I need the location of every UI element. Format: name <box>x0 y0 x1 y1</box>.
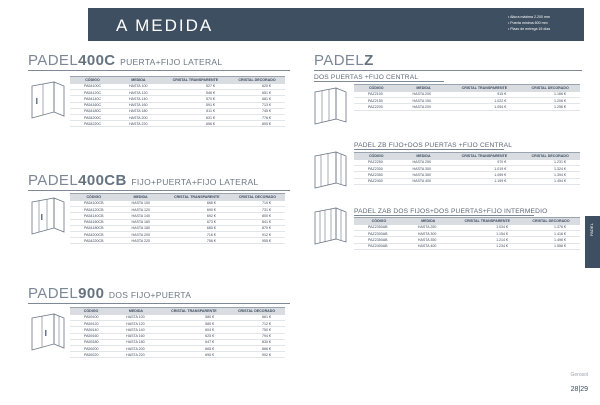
clear-glass-price-cell: 1.022 € <box>449 98 521 104</box>
section-heading: PADEL900 DOS FIJO+PUERTA <box>28 285 192 302</box>
shower-diagram-400c <box>28 80 68 122</box>
size-cell: HASTA 100 <box>117 201 163 207</box>
clear-glass-price-cell: 673 € <box>164 219 230 225</box>
section-padel-400cb <box>28 172 290 191</box>
page-numbers: 28|29 <box>570 386 588 393</box>
sub-heading-rule <box>354 215 534 216</box>
code-cell: PA59160 <box>70 333 112 339</box>
decor-glass-price-cell: 661 € <box>228 315 285 321</box>
size-cell: HASTA 400 <box>404 243 453 249</box>
decor-glass-price-cell: 1.166 € <box>520 92 580 98</box>
shower-diagram-900 <box>28 312 68 354</box>
code-cell: PA59220 <box>70 352 112 358</box>
clear-glass-price-cell: 666 € <box>164 201 230 207</box>
code-cell: PAZ2400AB <box>354 243 404 249</box>
shower-diagram-zab <box>312 206 350 248</box>
decor-glass-price-cell: 1.206 € <box>520 98 580 104</box>
clear-glass-price-cell: 690 € <box>164 207 230 213</box>
banner-notes <box>508 14 550 32</box>
code-cell: PA59200 <box>70 345 112 351</box>
note-max-height: • Altura máxima 2.200 mm <box>508 14 550 20</box>
size-cell: HASTA 250 <box>399 160 449 166</box>
code-cell: PA54140CB <box>70 213 117 219</box>
decor-glass-price-cell: 866 € <box>228 345 285 351</box>
decor-glass-price-cell: 902 € <box>228 352 285 358</box>
decor-glass-price-cell: 750 € <box>228 327 285 333</box>
clear-glass-price-cell: 546 € <box>162 90 229 96</box>
section-padel-z <box>314 52 582 82</box>
decor-glass-price-cell: 805 € <box>229 121 285 127</box>
clear-glass-price-cell: 1.059 € <box>449 172 521 178</box>
brand-logo: Gerosol <box>570 372 588 378</box>
decor-glass-price-cell: 731 € <box>230 207 285 213</box>
price-table-zab: CÓDIGO MEDIDA CRISTAL TRANSPARENTE CRISTAL DECORADO PAZ2350AB HASTA 250 1.034 € 1.376 € PAZ2300AB HASTA 300 1.154 € 1.416 € PAZ2350AB HASTA 350 1.214 € 1.496 € PAZ2400AB HASTA 400 1.234 € 1.556 € <box>354 217 580 250</box>
decor-glass-price-cell: 955 € <box>230 238 285 244</box>
size-cell: HASTA 160 <box>115 102 162 108</box>
decor-glass-price-cell: 1.416 € <box>522 231 580 237</box>
section-padel-zab <box>354 208 580 216</box>
code-cell: PA54140C <box>70 96 115 102</box>
code-cell: PAZ2350AB <box>354 225 404 231</box>
clear-glass-price-cell: 1.159 € <box>449 178 521 184</box>
sub-heading: PADEL ZAB DOS FIJOS+DOS PUERTAS+FIJO INTERMEDIO <box>354 208 548 215</box>
code-cell: PA54120CB <box>70 207 117 213</box>
header-banner <box>88 8 584 41</box>
clear-glass-price-cell: 580 € <box>160 315 228 321</box>
code-cell: PA54180CB <box>70 225 117 231</box>
clear-glass-price-cell: 1.234 € <box>452 243 522 249</box>
code-cell: PA54220CB <box>70 238 117 244</box>
decor-glass-price-cell: 1.394 € <box>520 172 580 178</box>
table-row <box>70 352 285 358</box>
heading-rule <box>28 190 290 191</box>
size-cell: HASTA 200 <box>112 345 160 351</box>
size-cell: HASTA 300 <box>404 231 453 237</box>
decor-glass-price-cell: 1.324 € <box>520 166 580 172</box>
size-cell: HASTA 350 <box>404 237 453 243</box>
sub-heading-rule <box>314 81 444 82</box>
clear-glass-price-cell: 527 € <box>162 84 229 90</box>
size-cell: HASTA 100 <box>112 315 160 321</box>
decor-glass-price-cell: 745 € <box>229 108 285 114</box>
page-title: A MEDIDA <box>116 16 214 35</box>
size-cell: HASTA 180 <box>112 339 160 345</box>
code-cell: PA59180 <box>70 339 112 345</box>
clear-glass-price-cell: 570 € <box>162 96 229 102</box>
size-cell: HASTA 200 <box>399 92 449 98</box>
heading-rule <box>28 303 290 304</box>
price-table-400cb: CÓDIGO MEDIDA CRISTAL TRANSPARENTE CRISTAL DECORADO PA54100CB HASTA 100 666 € 710 € PA54120CB HASTA 120 690 € 731 € PA54140CB HASTA 140 692 € 800 € PA54160CB HASTA 160 673 € 841 € PA54180CB HASTA 180 680 € 870 € PA54200CB HASTA 200 716 € 912 € PA54220CB HASTA 220 756 € 955 € <box>70 193 285 244</box>
section-padel-400c <box>28 52 290 71</box>
decor-glass-price-cell: 794 € <box>228 333 285 339</box>
side-tab-label: PADEL <box>589 223 594 236</box>
decor-glass-price-cell: 800 € <box>230 213 285 219</box>
decor-glass-price-cell: 1.454 € <box>520 178 580 184</box>
code-cell: PA54160CB <box>70 219 117 225</box>
price-table-z: CÓDIGO MEDIDA CRISTAL TRANSPARENTE CRISTAL DECORADO PAZ2100 HASTA 200 915 € 1.166 € PAZ2150 HASTA 150 1.022 € 1.206 € PAZ2200 HASTA 200 1.054 € 1.256 € <box>354 84 580 111</box>
clear-glass-price-cell: 970 € <box>449 160 521 166</box>
table-row <box>354 104 580 110</box>
code-cell: PA54180C <box>70 108 115 114</box>
clear-glass-price-cell: 1.214 € <box>452 237 522 243</box>
shower-diagram-z <box>312 86 350 128</box>
code-cell: PAZ2150 <box>354 98 399 104</box>
decor-glass-price-cell: 710 € <box>230 201 285 207</box>
code-cell: PAZ2250 <box>354 160 399 166</box>
note-min-door: • Puerta mínima 600 mm <box>508 20 550 26</box>
footer <box>570 372 588 396</box>
table-row <box>354 243 580 249</box>
price-table-900: CÓDIGO MEDIDA CRISTAL TRANSPARENTE CRISTAL DECORADO PA59100 HASTA 100 580 € 661 € PA59120 HASTA 120 580 € 712 € PA59140 HASTA 140 604 € 750 € PA59160 HASTA 160 625 € 794 € PA59180 HASTA 180 647 € 830 € PA59200 HASTA 200 665 € 866 € PA59220 HASTA 220 690 € 902 € <box>70 307 285 358</box>
code-cell: PAZ2100 <box>354 92 399 98</box>
code-cell: PA59100 <box>70 315 112 321</box>
size-cell: HASTA 400 <box>399 178 449 184</box>
decor-glass-price-cell: 1.496 € <box>522 237 580 243</box>
code-cell: PA54100CB <box>70 201 117 207</box>
heading-rule <box>314 70 582 71</box>
code-cell: PAZ2300 <box>354 166 399 172</box>
section-heading: PADEL400C PUERTA+FIJO LATERAL <box>28 52 223 69</box>
clear-glass-price-cell: 625 € <box>160 333 228 339</box>
code-cell: PAZ2400 <box>354 178 399 184</box>
size-cell: HASTA 140 <box>117 213 163 219</box>
size-cell: HASTA 100 <box>115 84 162 90</box>
decor-glass-price-cell: 776 € <box>229 114 285 120</box>
size-cell: HASTA 250 <box>404 225 453 231</box>
decor-glass-price-cell: 841 € <box>230 219 285 225</box>
sub-heading: DOS PUERTAS +FIJO CENTRAL <box>314 74 419 81</box>
table-row <box>354 178 580 184</box>
size-cell: HASTA 160 <box>117 219 163 225</box>
code-cell: PA54200CB <box>70 231 117 237</box>
clear-glass-price-cell: 756 € <box>164 238 230 244</box>
code-cell: PAZ2350AB <box>354 237 404 243</box>
clear-glass-price-cell: 1.019 € <box>449 166 521 172</box>
code-cell: PA54120C <box>70 90 115 96</box>
note-delivery: • Plazo de entrega 15 días <box>508 26 550 32</box>
size-cell: HASTA 120 <box>112 321 160 327</box>
size-cell: HASTA 140 <box>115 96 162 102</box>
decor-glass-price-cell: 620 € <box>229 84 285 90</box>
clear-glass-price-cell: 631 € <box>162 114 229 120</box>
clear-glass-price-cell: 1.034 € <box>452 225 522 231</box>
size-cell: HASTA 350 <box>399 172 449 178</box>
code-cell: PAZ2300AB <box>354 231 404 237</box>
clear-glass-price-cell: 656 € <box>162 121 229 127</box>
size-cell: HASTA 180 <box>117 225 163 231</box>
clear-glass-price-cell: 680 € <box>164 225 230 231</box>
section-padel-900 <box>28 285 290 304</box>
code-cell: PA54220C <box>70 121 115 127</box>
shower-diagram-400cb <box>28 196 68 238</box>
clear-glass-price-cell: 604 € <box>160 327 228 333</box>
heading-rule <box>28 70 290 71</box>
clear-glass-price-cell: 716 € <box>164 231 230 237</box>
decor-glass-price-cell: 912 € <box>230 231 285 237</box>
size-cell: HASTA 120 <box>115 90 162 96</box>
size-cell: HASTA 220 <box>115 121 162 127</box>
size-cell: HASTA 200 <box>399 104 449 110</box>
clear-glass-price-cell: 690 € <box>160 352 228 358</box>
side-tab-padel <box>585 216 600 268</box>
code-cell: PA59120 <box>70 321 112 327</box>
price-table-zb: CÓDIGO MEDIDA CRISTAL TRANSPARENTE CRISTAL DECORADO PAZ2250 HASTA 250 970 € 1.231 € PAZ2300 HASTA 300 1.019 € 1.324 € PAZ2350 HASTA 350 1.059 € 1.394 € PAZ2400 HASTA 400 1.159 € 1.454 € <box>354 152 580 185</box>
clear-glass-price-cell: 665 € <box>160 345 228 351</box>
table-row <box>70 238 285 244</box>
code-cell: PA54100C <box>70 84 115 90</box>
price-table-400c: CÓDIGO MEDIDA CRISTAL TRANSPARENTE CRISTAL DECORADO PA54100C HASTA 100 527 € 620 € PA54120C HASTA 120 546 € 651 € PA54140C HASTA 140 570 € 681 € PA54160C HASTA 160 591 € 713 € PA54180C HASTA 180 611 € 745 € PA54200C HASTA 200 631 € 776 € PA54220C HASTA 220 656 € 805 € <box>70 76 285 127</box>
size-cell: HASTA 180 <box>115 108 162 114</box>
decor-glass-price-cell: 651 € <box>229 90 285 96</box>
size-cell: HASTA 200 <box>117 231 163 237</box>
clear-glass-price-cell: 915 € <box>449 92 521 98</box>
clear-glass-price-cell: 692 € <box>164 213 230 219</box>
clear-glass-price-cell: 1.154 € <box>452 231 522 237</box>
code-cell: PA54160C <box>70 102 115 108</box>
decor-glass-price-cell: 870 € <box>230 225 285 231</box>
decor-glass-price-cell: 1.376 € <box>522 225 580 231</box>
clear-glass-price-cell: 647 € <box>160 339 228 345</box>
decor-glass-price-cell: 1.231 € <box>520 160 580 166</box>
code-cell: PAZ2350 <box>354 172 399 178</box>
decor-glass-price-cell: 681 € <box>229 96 285 102</box>
decor-glass-price-cell: 830 € <box>228 339 285 345</box>
size-cell: HASTA 220 <box>117 238 163 244</box>
code-cell: PAZ2200 <box>354 104 399 110</box>
size-cell: HASTA 140 <box>112 327 160 333</box>
decor-glass-price-cell: 1.556 € <box>522 243 580 249</box>
decor-glass-price-cell: 712 € <box>228 321 285 327</box>
size-cell: HASTA 300 <box>399 166 449 172</box>
decor-glass-price-cell: 1.256 € <box>520 104 580 110</box>
section-heading: PADELZ <box>314 52 374 69</box>
code-cell: PA59140 <box>70 327 112 333</box>
section-padel-zb <box>354 142 580 150</box>
size-cell: HASTA 160 <box>112 333 160 339</box>
section-heading: PADEL400CB FIJO+PUERTA+FIJO LATERAL <box>28 172 259 189</box>
decor-glass-price-cell: 713 € <box>229 102 285 108</box>
sub-heading: PADEL ZB FIJO+DOS PUERTAS +FIJO CENTRAL <box>354 142 513 149</box>
code-cell: PA54200C <box>70 114 115 120</box>
size-cell: HASTA 220 <box>112 352 160 358</box>
clear-glass-price-cell: 591 € <box>162 102 229 108</box>
size-cell: HASTA 120 <box>117 207 163 213</box>
size-cell: HASTA 200 <box>115 114 162 120</box>
clear-glass-price-cell: 580 € <box>160 321 228 327</box>
table-row <box>70 121 285 127</box>
sub-heading-rule <box>354 149 504 150</box>
size-cell: HASTA 150 <box>399 98 449 104</box>
clear-glass-price-cell: 611 € <box>162 108 229 114</box>
shower-diagram-zb <box>312 150 350 192</box>
clear-glass-price-cell: 1.054 € <box>449 104 521 110</box>
